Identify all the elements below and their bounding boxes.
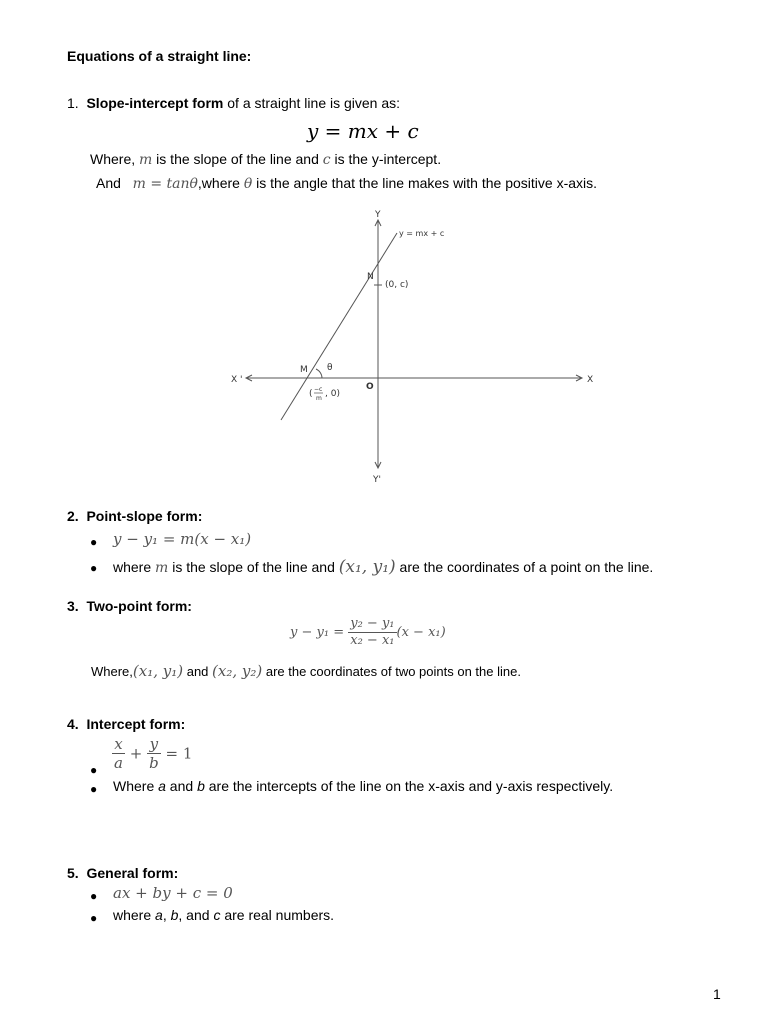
section-2-heading: 2. Point-slope form: (67, 508, 203, 524)
line-equation-label: y = mx + c (399, 229, 445, 238)
x-prime-label: X ' (231, 375, 243, 385)
point-n-coord: (0, c) (385, 280, 409, 290)
bullet-icon: ● (90, 561, 98, 575)
y-axis-label: Y (375, 210, 381, 220)
general-form-description: where a, b, and c are real numbers. (113, 907, 335, 923)
two-point-formula: y − y₁ = $\frac{\text{y₂ − y₁}}{\text{x₂ − x₁}}$ (x − x₁) (290, 616, 446, 648)
point-slope-description: where m is the slope of the line and (x₁, y₁) are the coordinates of a point on the line. (113, 557, 654, 577)
bullet-icon: ● (90, 911, 98, 925)
section-5-heading: 5. General form: (67, 865, 179, 881)
x-axis-label: X (587, 375, 594, 385)
point-m-coord-den: m (316, 395, 322, 402)
point-slope-formula: y − y₁ = m(x − x₁) (113, 530, 252, 548)
bullet-icon: ● (90, 535, 98, 549)
point-m-coord-num: −c (314, 386, 323, 393)
page-title: Equations of a straight line: (67, 48, 252, 64)
page-number: 1 (713, 986, 721, 1002)
section-1-tan-line: And m = tanθ,where θ is the angle that the line makes with the positive x-axis. (96, 175, 598, 192)
section-1-title: Slope-intercept form (86, 95, 224, 111)
section-3-heading: 3. Two-point form: (67, 598, 192, 614)
y-prime-label: Y' (373, 475, 381, 485)
origin-label: O (366, 382, 374, 392)
bullet-icon: ● (90, 782, 98, 796)
section-1-where-line: Where, m is the slope of the line and c is the y-intercept. (90, 151, 442, 168)
section-1-number: 1. (67, 95, 79, 111)
intercept-formula: $\frac{x}{a}$ + $\frac{y}{b}$ = 1 (114, 735, 193, 772)
line-diagram (0, 0, 768, 500)
point-m-coord-open: ( (309, 389, 313, 399)
section-1-title-rest: of a straight line is given as: (223, 95, 401, 111)
point-n-label: N (367, 272, 374, 282)
point-m-label: M (300, 365, 308, 375)
two-point-fraction: $\frac{\text{y₂ − y₁}}{\text{x₂ − x₁}}$ (350, 616, 395, 648)
two-point-description: Where,(x₁, y₁) and (x₂, y₂) are the coordinates of two points on the line. (91, 662, 521, 680)
bullet-icon: ● (90, 889, 98, 903)
point-m-coord-tail: , 0) (325, 389, 340, 399)
slope-intercept-formula: y = mx + c (307, 119, 419, 143)
bullet-icon: ● (90, 763, 98, 777)
theta-label: θ (327, 363, 333, 373)
intercept-description: Where a and b are the intercepts of the line on the x-axis and y-axis respectively. (113, 778, 614, 794)
theta-arc (316, 369, 322, 378)
section-4-heading: 4. Intercept form: (67, 716, 186, 732)
general-form-formula: ax + by + c = 0 (113, 884, 233, 902)
